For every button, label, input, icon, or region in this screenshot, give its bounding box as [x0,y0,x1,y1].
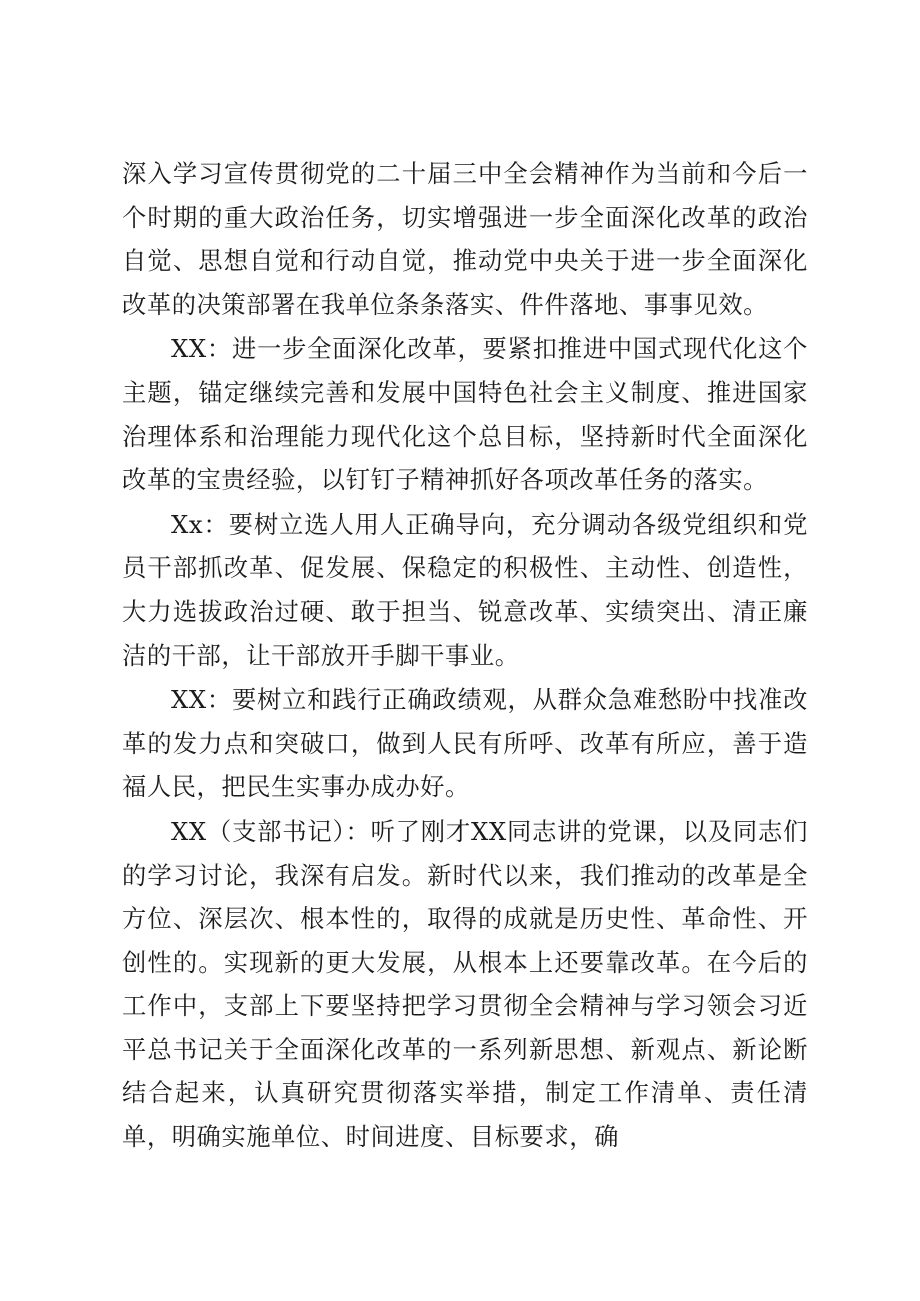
paragraph-branch-secretary: XX（支部书记）：听了刚才XX同志讲的党课，以及同志们的学习讨论，我深有启发。新时代以来，我们推动的改革是全方位、深层次、根本性的，取得的成就是历史性、革命性、开创性的。实现新的更大发展，从根本上还要靠改革。在今后的工作中，支部上下要坚持把学习贯彻全会精神与学习领会习近平总书记关于全面深化改革的一系列新思想、新观点、新论断结合起来，认真研究贯彻落实举措，制定工作清单、责任清单，明确实施单位、时间进度、目标要求，确 [122,816,808,1152]
paragraph-speaker-xx-3: XX：要树立和践行正确政绩观，从群众急难愁盼中找准改革的发力点和突破口，做到人民有所呼、改革有所应，善于造福人民，把民生实事办成办好。 [122,685,808,802]
paragraph-speaker-xx-1: XX：进一步全面深化改革，要紧扣推进中国式现代化这个主题，锚定继续完善和发展中国特色社会主义制度、推进国家治理体系和治理能力现代化这个总目标，坚持新时代全面深化改革的宝贵经验，以钉钉子精神抓好各项改革任务的落实。 [122,334,808,495]
document-body [122,152,808,1160]
paragraph-continuation: 深入学习宣传贯彻党的二十届三中全会精神作为当前和今后一个时期的重大政治任务，切实增强进一步全面深化改革的政治自觉、思想自觉和行动自觉，推动党中央关于进一步全面深化改革的决策部署在我单位条条落实、件件落地、事事见效。 [122,159,808,319]
paragraph-speaker-xx-2: Xx：要树立选人用人正确导向，充分调动各级党组织和党员干部抓改革、促发展、保稳定的积极性、主动性、创造性，大力选拔政治过硬、敢于担当、锐意改革、实绩突出、清正廉洁的干部，让干部放开手脚干事业。 [122,509,808,670]
